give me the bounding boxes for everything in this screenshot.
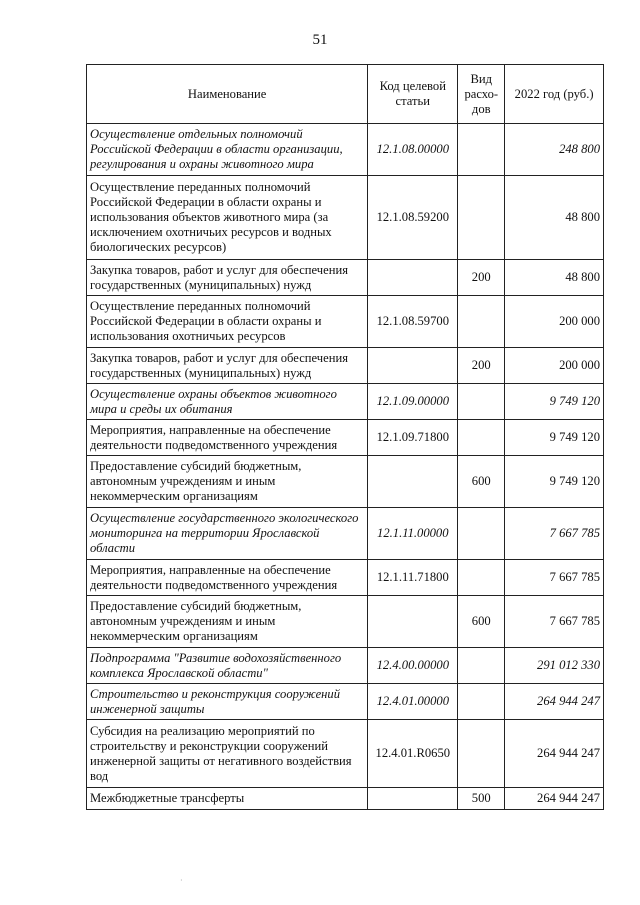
- header-type: Вид расхо-дов: [458, 65, 505, 124]
- row-code: 12.1.08.59200: [368, 176, 458, 260]
- row-name: Предоставление субсидий бюджетным, автономным учреждениям и иным некоммерческим организациям: [87, 456, 368, 508]
- row-code: 12.1.09.71800: [368, 420, 458, 456]
- row-name: Мероприятия, направленные на обеспечение деятельности подведомственного учреждения: [87, 420, 368, 456]
- row-code: [368, 260, 458, 296]
- table-row: [87, 384, 604, 420]
- row-expense-type: 600: [458, 456, 505, 508]
- row-expense-type: [458, 508, 505, 560]
- row-code: 12.1.09.00000: [368, 384, 458, 420]
- row-expense-type: [458, 720, 505, 788]
- row-name: Межбюджетные трансферты: [87, 788, 368, 810]
- row-expense-type: 600: [458, 596, 505, 648]
- table-row: [87, 596, 604, 648]
- row-name: Субсидия на реализацию мероприятий по строительству и реконструкции сооружений инженерной защиты от негативного воздействия вод: [87, 720, 368, 788]
- row-amount: 7 667 785: [505, 596, 604, 648]
- row-expense-type: 200: [458, 348, 505, 384]
- table-row: [87, 420, 604, 456]
- table-row: [87, 260, 604, 296]
- row-amount: 291 012 330: [505, 648, 604, 684]
- row-code: 12.1.11.00000: [368, 508, 458, 560]
- header-code: Код целевой статьи: [368, 65, 458, 124]
- row-code: 12.1.08.00000: [368, 124, 458, 176]
- row-code: 12.4.00.00000: [368, 648, 458, 684]
- row-name: Предоставление субсидий бюджетным, автономным учреждениям и иным некоммерческим организациям: [87, 596, 368, 648]
- header-amount: 2022 год (руб.): [505, 65, 604, 124]
- row-amount: 48 800: [505, 176, 604, 260]
- row-name: Осуществление охраны объектов животного мира и среды их обитания: [87, 384, 368, 420]
- table-row: [87, 720, 604, 788]
- row-code: 12.4.01.00000: [368, 684, 458, 720]
- table-body: [87, 124, 604, 810]
- row-code: [368, 788, 458, 810]
- row-expense-type: [458, 560, 505, 596]
- row-name: Мероприятия, направленные на обеспечение деятельности подведомственного учреждения: [87, 560, 368, 596]
- row-code: [368, 456, 458, 508]
- row-amount: 200 000: [505, 348, 604, 384]
- row-expense-type: [458, 176, 505, 260]
- row-name: Строительство и реконструкция сооружений инженерной защиты: [87, 684, 368, 720]
- page-number: 51: [312, 32, 328, 48]
- row-code: [368, 596, 458, 648]
- row-amount: 48 800: [505, 260, 604, 296]
- row-name: Осуществление государственного экологического мониторинга на территории Ярославской области: [87, 508, 368, 560]
- row-expense-type: 500: [458, 788, 505, 810]
- row-amount: 200 000: [505, 296, 604, 348]
- row-amount: 9 749 120: [505, 384, 604, 420]
- row-expense-type: [458, 648, 505, 684]
- row-expense-type: [458, 124, 505, 176]
- table-header-row: [87, 65, 604, 124]
- row-code: 12.1.08.59700: [368, 296, 458, 348]
- row-amount: 264 944 247: [505, 788, 604, 810]
- row-expense-type: 200: [458, 260, 505, 296]
- table-row: [87, 176, 604, 260]
- row-name: Закупка товаров, работ и услуг для обеспечения государственных (муниципальных) нужд: [87, 260, 368, 296]
- table-row: [87, 296, 604, 348]
- table-row: [87, 788, 604, 810]
- table-row: [87, 124, 604, 176]
- table-row: [87, 348, 604, 384]
- row-code: 12.1.11.71800: [368, 560, 458, 596]
- table-row: [87, 508, 604, 560]
- row-expense-type: [458, 684, 505, 720]
- row-name: Осуществление отдельных полномочий Российской Федерации в области организации, регулирования и охраны животного мира: [87, 124, 368, 176]
- table-row: [87, 560, 604, 596]
- row-amount: 7 667 785: [505, 508, 604, 560]
- header-name: Наименование: [87, 65, 368, 124]
- scan-artifact-mark: ·: [180, 876, 183, 885]
- table-row: [87, 648, 604, 684]
- row-amount: 248 800: [505, 124, 604, 176]
- row-name: Подпрограмма "Развитие водохозяйственного комплекса Ярославской области": [87, 648, 368, 684]
- table-row: [87, 456, 604, 508]
- row-amount: 264 944 247: [505, 684, 604, 720]
- row-amount: 7 667 785: [505, 560, 604, 596]
- row-amount: 264 944 247: [505, 720, 604, 788]
- row-name: Осуществление переданных полномочий Российской Федерации в области охраны и использования объектов животного мира (за исключением охотничьих ресурсов и водных биологических ресурсов): [87, 176, 368, 260]
- row-amount: 9 749 120: [505, 420, 604, 456]
- table-row: [87, 684, 604, 720]
- row-code: 12.4.01.R0650: [368, 720, 458, 788]
- row-expense-type: [458, 420, 505, 456]
- row-expense-type: [458, 296, 505, 348]
- row-amount: 9 749 120: [505, 456, 604, 508]
- row-code: [368, 348, 458, 384]
- row-name: Закупка товаров, работ и услуг для обеспечения государственных (муниципальных) нужд: [87, 348, 368, 384]
- row-expense-type: [458, 384, 505, 420]
- budget-table: [86, 64, 604, 810]
- row-name: Осуществление переданных полномочий Российской Федерации в области охраны и использования охотничьих ресурсов: [87, 296, 368, 348]
